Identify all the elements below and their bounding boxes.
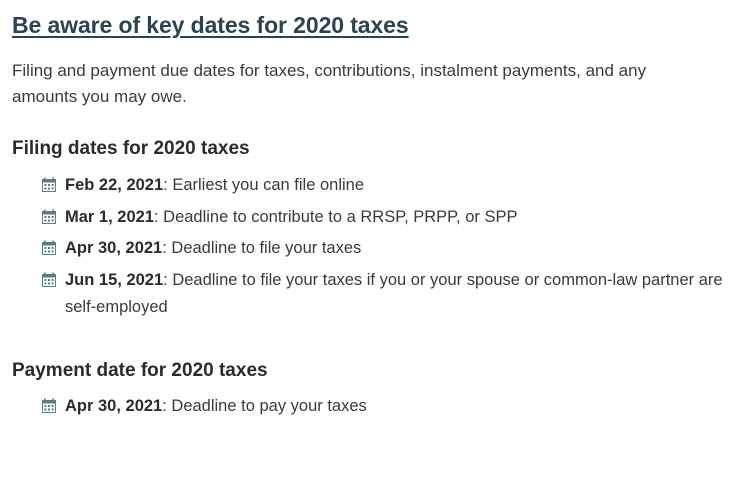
intro-paragraph: Filing and payment due dates for taxes, contributions, instalment payments, and any amounts you may owe. (12, 60, 647, 107)
list-item (42, 267, 739, 320)
calendar-icon (42, 240, 56, 255)
date-label: Jun 15, 2021 (65, 271, 164, 290)
list-item (42, 393, 739, 420)
date-label: Mar 1, 2021 (65, 207, 154, 226)
section-heading-filing-dates: Filing dates for 2020 taxes (12, 138, 250, 160)
payment-dates-list (12, 393, 739, 420)
calendar-icon (42, 209, 56, 224)
list-item (42, 235, 739, 262)
list-item-text (65, 204, 739, 231)
calendar-icon (42, 398, 56, 413)
date-description: : Deadline to contribute to a RRSP, PRPP, or SPP (153, 207, 518, 226)
date-label: Feb 22, 2021 (65, 176, 164, 194)
calendar-icon (42, 177, 56, 192)
list-item (42, 204, 739, 231)
date-label: Apr 30, 2021 (65, 239, 163, 258)
filing-dates-list (12, 172, 739, 321)
list-item-text (65, 267, 739, 320)
list-item-text (65, 235, 739, 262)
list-item-text (65, 393, 739, 420)
section-heading-payment-date: Payment date for 2020 taxes (12, 359, 268, 381)
date-description: : Deadline to pay your taxes (162, 397, 367, 416)
page-title-link[interactable]: Be aware of key dates for 2020 taxes (12, 12, 409, 38)
date-description: : Deadline to file your taxes if you or your spouse or common-law partner are self-employed (65, 271, 723, 316)
list-item-text (65, 172, 739, 199)
calendar-icon (42, 272, 56, 287)
date-description: : Deadline to file your taxes (162, 239, 362, 258)
date-label: Apr 30, 2021 (65, 397, 163, 416)
date-description: : Earliest you can file online (163, 176, 365, 194)
list-item (42, 172, 739, 199)
